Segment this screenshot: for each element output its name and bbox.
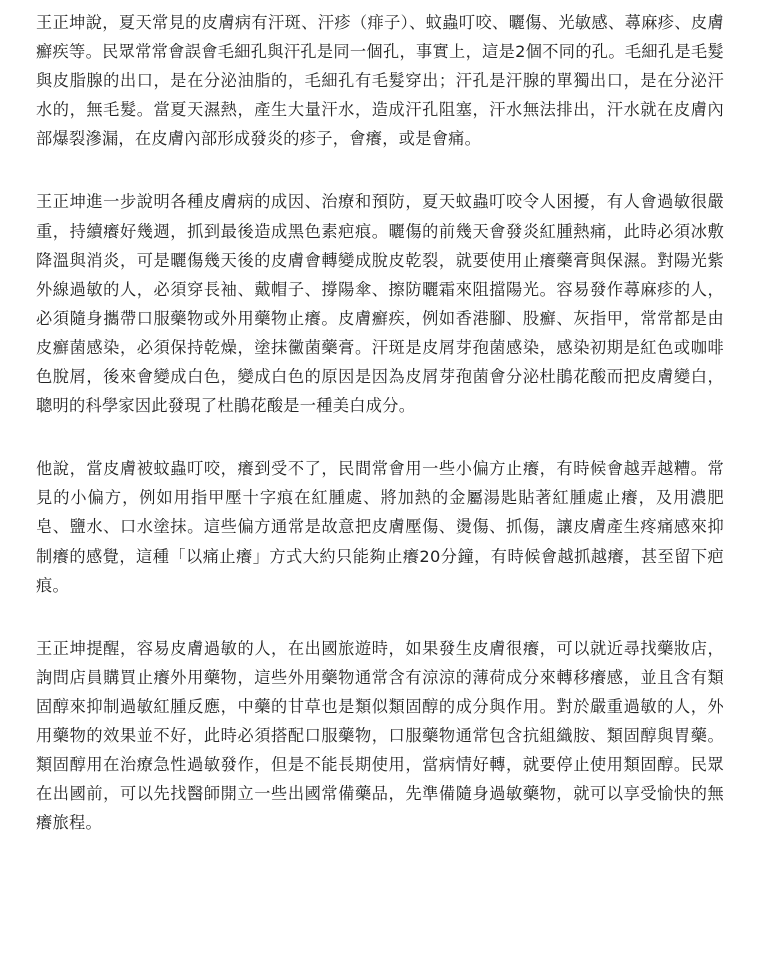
paragraph-causes-treatment-prevention: 王正坤進一步說明各種皮膚病的成因、治療和預防，夏天蚊蟲叮咬令人困擾，有人會過敏很嚴重，持續癢好幾週，抓到最後造成黑色素疤痕。曬傷的前幾天會發炎紅腫熱痛，此時必須冰敷降溫與消炎，可是曬傷幾天後的皮膚會轉變成脫皮乾裂，就要使用止癢藥膏與保濕。對陽光紫外線過敏的人，必須穿長袖、戴帽子、撐陽傘、擦防曬霜來阻擋陽光。容易發作蕁麻疹的人，必須隨身攜帶口服藥物或外用藥物止癢。皮膚癬疾，例如香港腳、股癬、灰指甲，常常都是由皮癬菌感染，必須保持乾燥，塗抹黴菌藥膏。汗斑是皮屑芽孢菌感染，感染初期是紅色或咖啡色脫屑，後來會變成白色，變成白色的原因是因為皮屑芽孢菌會分泌杜鵑花酸而把皮膚變白，聰明的科學家因此發現了杜鵑花酸是一種美白成分。 <box>36 192 724 416</box>
paragraph-folk-remedies: 他說，當皮膚被蚊蟲叮咬，癢到受不了，民間常會用一些小偏方止癢，有時候會越弄越糟。常見的小偏方，例如用指甲壓十字痕在紅腫處、將加熱的金屬湯匙貼著紅腫處止癢，及用濃肥皂、鹽水、口水塗抹。這些偏方通常是故意把皮膚壓傷、燙傷、抓傷，讓皮膚產生疼痛感來抑制癢的感覺，這種「以痛止癢」方式大約只能夠止癢20分鐘，有時候會越抓越癢，甚至留下疤痕。 <box>36 459 724 595</box>
paragraph-summer-skin-diseases: 王正坤說，夏天常見的皮膚病有汗斑、汗疹（痱子）、蚊蟲叮咬、曬傷、光敏感、蕁麻疹、皮膚癬疾等。民眾常常會誤會毛細孔與汗孔是同一個孔，事實上，這是2個不同的孔。毛細孔是毛髮與皮脂腺的出口，是在分泌油脂的，毛細孔有毛髮穿出；汗孔是汗腺的單獨出口，是在分泌汗水的，無毛髮。當夏天濕熱，產生大量汗水，造成汗孔阻塞，汗水無法排出，汗水就在皮膚內部爆裂滲漏，在皮膚內部形成發炎的疹子，會癢，或是會痛。 <box>36 13 724 149</box>
article-body <box>36 8 724 871</box>
paragraph-travel-advice: 王正坤提醒，容易皮膚過敏的人，在出國旅遊時，如果發生皮膚很癢，可以就近尋找藥妝店，詢問店員購買止癢外用藥物，這些外用藥物通常含有涼涼的薄荷成分來轉移癢感，並且含有類固醇來抑制過敏紅腫反應，中藥的甘草也是類似類固醇的成分與作用。對於嚴重過敏的人，外用藥物的效果並不好，此時必須搭配口服藥物，口服藥物通常包含抗組織胺、類固醇與胃藥。類固醇用在治療急性過敏發作，但是不能長期使用，當病情好轉，就要停止使用類固醇。民眾在出國前，可以先找醫師開立一些出國常備藥品，先準備隨身過敏藥物，就可以享受愉快的無癢旅程。 <box>36 638 724 833</box>
